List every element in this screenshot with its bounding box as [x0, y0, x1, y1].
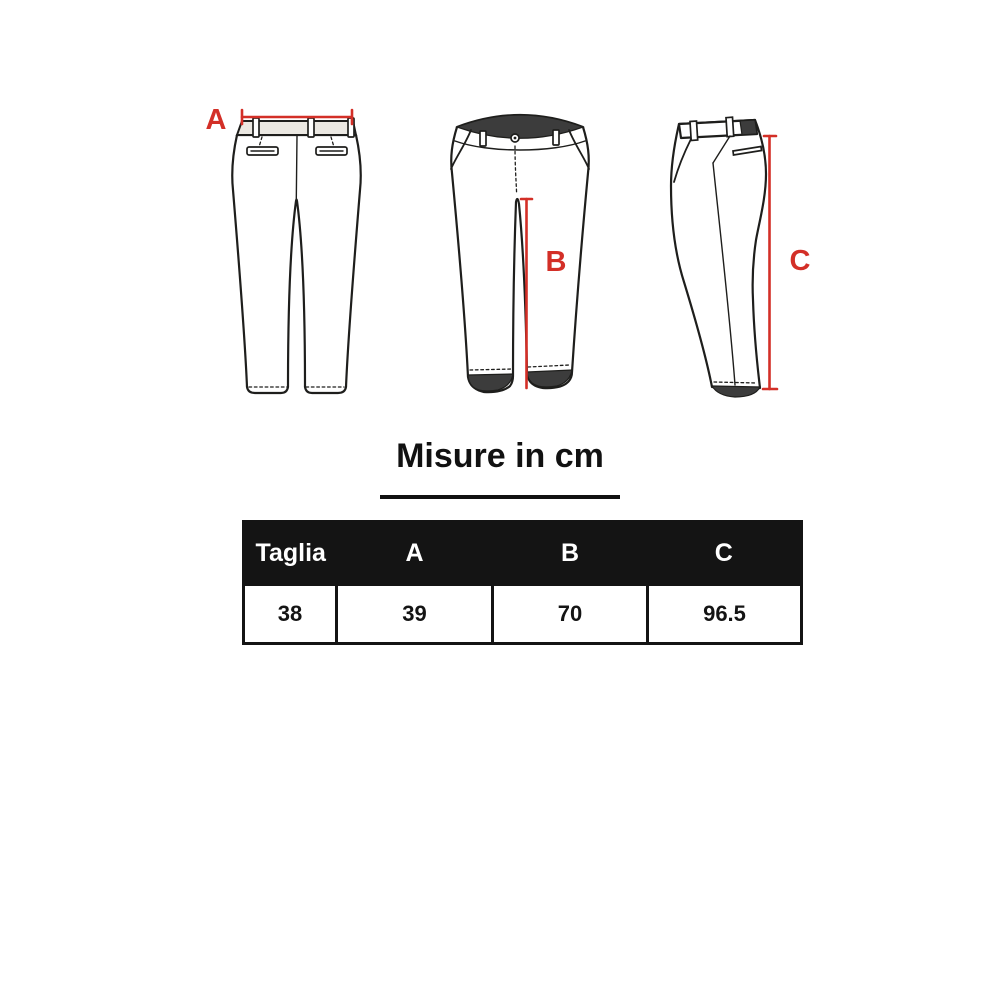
hem-dark — [712, 386, 760, 397]
size-table — [242, 520, 803, 645]
measure-label-b: B — [545, 246, 567, 278]
cell-a-value: 39 — [337, 585, 493, 644]
belt-loop — [253, 118, 259, 137]
cell-taglia-value: 38 — [244, 585, 337, 644]
cell-c-value: 96.5 — [648, 585, 802, 644]
center-back-seam — [296, 136, 297, 199]
belt-loop — [480, 131, 486, 146]
belt-loop — [690, 121, 698, 141]
measure-label-a: A — [205, 104, 227, 136]
pants-front-silhouette — [451, 115, 589, 392]
pants-side-silhouette — [671, 120, 766, 388]
pants-front-view-drawing — [440, 105, 600, 405]
header-cell-c: C — [648, 522, 802, 585]
pants-side-view-drawing — [650, 108, 820, 403]
pants-back-view-drawing — [190, 95, 370, 415]
belt-loop — [308, 118, 314, 137]
size-table-header-row — [244, 522, 802, 585]
header-cell-taglia: Taglia — [244, 522, 337, 585]
title-underline — [380, 495, 620, 499]
measure-label-c: C — [789, 245, 811, 277]
belt-loop — [553, 130, 559, 145]
waistband-back-dark — [740, 120, 757, 135]
belt-loop — [726, 117, 734, 137]
table-row — [244, 585, 802, 644]
page-title: Misure in cm — [396, 437, 604, 475]
header-cell-a: A — [337, 522, 493, 585]
cell-b-value: 70 — [493, 585, 648, 644]
header-cell-b: B — [493, 522, 648, 585]
